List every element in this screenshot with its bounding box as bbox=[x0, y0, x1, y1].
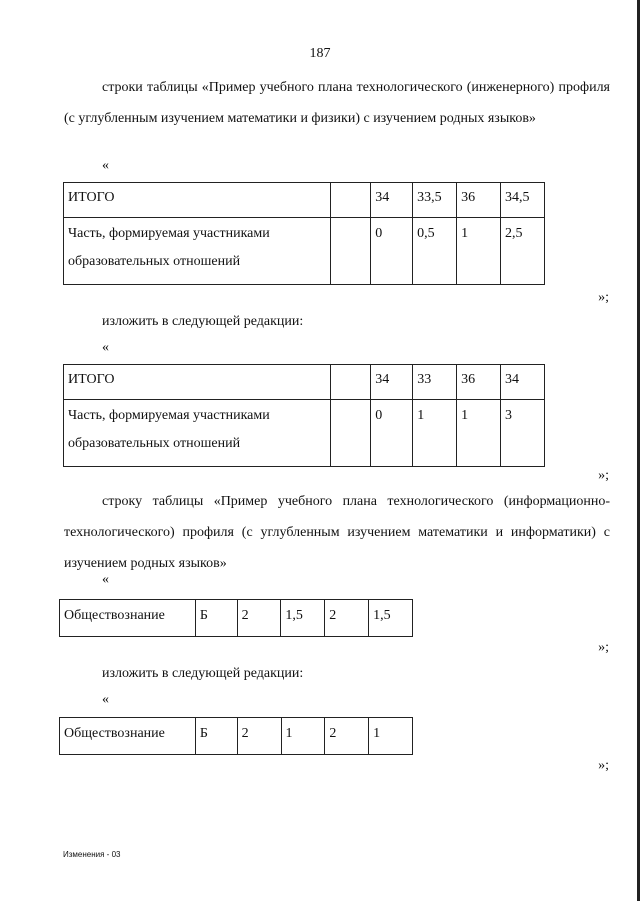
table-cell: 2 bbox=[325, 718, 369, 755]
replace-instruction-1: изложить в следующей редакции: bbox=[102, 314, 304, 329]
table-cell: ИТОГО bbox=[64, 183, 331, 218]
table-cell: 33,5 bbox=[413, 183, 457, 218]
table-cell bbox=[331, 365, 371, 400]
table-row bbox=[64, 183, 545, 218]
table-cell: 2 bbox=[237, 600, 281, 637]
open-quote-2: « bbox=[102, 340, 109, 355]
table-new-itogo bbox=[63, 364, 545, 467]
table-cell: 33 bbox=[413, 365, 457, 400]
table-cell: Обществознание bbox=[60, 600, 196, 637]
table-cell: 0,5 bbox=[413, 218, 457, 285]
open-quote-3: « bbox=[102, 572, 109, 587]
page-number: 187 bbox=[309, 46, 331, 61]
table-cell: 36 bbox=[457, 365, 501, 400]
table-cell: 1 bbox=[413, 400, 457, 467]
footer-note: Изменения - 03 bbox=[63, 850, 121, 859]
table-new-social bbox=[59, 717, 413, 755]
table-cell bbox=[331, 218, 371, 285]
table-cell: 1 bbox=[457, 218, 501, 285]
close-quote-4: »; bbox=[598, 758, 609, 773]
table-cell: 34,5 bbox=[501, 183, 545, 218]
table-cell: 1,5 bbox=[369, 600, 413, 637]
table-cell: 2 bbox=[237, 718, 281, 755]
table-row bbox=[64, 218, 545, 285]
table-cell: 34 bbox=[371, 183, 413, 218]
table-cell: 1 bbox=[281, 718, 325, 755]
table-cell: 1,5 bbox=[281, 600, 325, 637]
table-cell: 1 bbox=[369, 718, 413, 755]
table-cell: 2 bbox=[325, 600, 369, 637]
table-row bbox=[60, 600, 413, 637]
open-quote-1: « bbox=[102, 158, 109, 173]
close-quote-1: »; bbox=[598, 290, 609, 305]
table-cell: ИТОГО bbox=[64, 365, 331, 400]
table-old-social bbox=[59, 599, 413, 637]
replace-instruction-2: изложить в следующей редакции: bbox=[102, 666, 304, 681]
table-cell: 36 bbox=[457, 183, 501, 218]
table-row bbox=[64, 365, 545, 400]
table-cell: Б bbox=[195, 600, 237, 637]
table-cell: 3 bbox=[501, 400, 545, 467]
table-row bbox=[60, 718, 413, 755]
table-cell: Б bbox=[195, 718, 237, 755]
table-cell: 34 bbox=[371, 365, 413, 400]
close-quote-2: »; bbox=[598, 468, 609, 483]
table-row bbox=[64, 400, 545, 467]
table-cell: 1 bbox=[457, 400, 501, 467]
table-cell: 0 bbox=[371, 400, 413, 467]
table-cell: 34 bbox=[501, 365, 545, 400]
table-cell: 2,5 bbox=[501, 218, 545, 285]
table-old-itogo bbox=[63, 182, 545, 285]
table-cell: Обществознание bbox=[60, 718, 196, 755]
paragraph-2: строку таблицы «Пример учебного плана технологического (информационно-технологического) профиля (с углубленным изучением математики и информатики) с изучением родных языков» bbox=[64, 494, 610, 571]
table-cell: 0 bbox=[371, 218, 413, 285]
table-cell bbox=[331, 183, 371, 218]
table-cell: Часть, формируемая участниками образовательных отношений bbox=[64, 400, 331, 467]
close-quote-3: »; bbox=[598, 640, 609, 655]
open-quote-4: « bbox=[102, 692, 109, 707]
paragraph-1: строки таблицы «Пример учебного плана технологического (инженерного) профиля (с углубленным изучением математики и физики) с изучением родных языков» bbox=[64, 80, 610, 126]
table-cell bbox=[331, 400, 371, 467]
table-cell: Часть, формируемая участниками образовательных отношений bbox=[64, 218, 331, 285]
